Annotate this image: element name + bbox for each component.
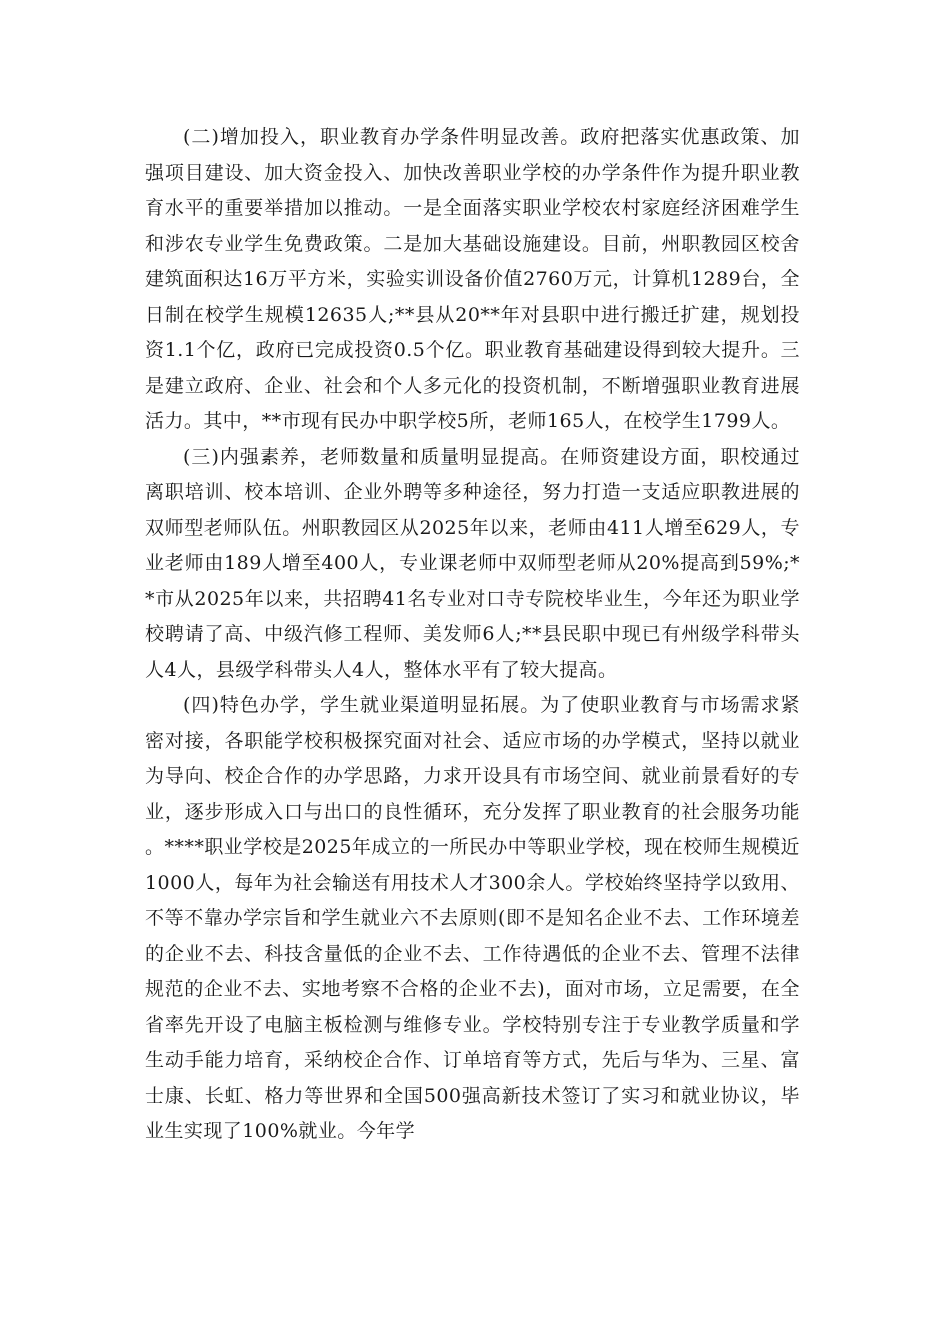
paragraph-investment: (二)增加投入，职业教育办学条件明显改善。政府把落实优惠政策、加强项目建设、加大资金投入、加快改善职业学校的办学条件作为提升职业教育水平的重要举措加以推动。一是全面落实职业学校农村家庭经济困难学生和涉农专业学生免费政策。二是加大基础设施建设。目前，州职教园区校舍建筑面积达16万平方米，实验实训设备价值2760万元，计算机1289台，全日制在校学生规模12635人;**县从20**年对县职中进行搬迁扩建，规划投资1.1个亿，政府已完成投资0.5个亿。职业教育基础建设得到较大提升。三是建立政府、企业、社会和个人多元化的投资机制，不断增强职业教育进展活力。其中，**市现有民办中职学校5所，老师165人，在校学生1799人。 bbox=[145, 126, 800, 432]
document-body bbox=[145, 120, 800, 1150]
paragraph-teachers: (三)内强素养，老师数量和质量明显提高。在师资建设方面，职校通过离职培训、校本培训、企业外聘等多种途径，努力打造一支适应职教进展的双师型老师队伍。州职教园区从2025年以来，老师由411人增至629人，专业老师由189人增至400人，专业课老师中双师型老师从20%提高到59%;**市从2025年以来，共招聘41名专业对口寺专院校毕业生，今年还为职业学校聘请了高、中级汽修工程师、美发师6人;**县民职中现已有州级学科带头人4人，县级学科带头人4人，整体水平有了较大提高。 bbox=[145, 445, 800, 681]
paragraph-employment: (四)特色办学，学生就业渠道明显拓展。为了使职业教育与市场需求紧密对接，各职能学校积极探究面对社会、适应市场的办学模式，坚持以就业为导向、校企合作的办学思路，力求开设具有市场空间、就业前景看好的专业，逐步形成入口与出口的良性循环，充分发挥了职业教育的社会服务功能。****职业学校是2025年成立的一所民办中等职业学校，现在校师生规模近1000人，每年为社会输送有用技术人才300余人。学校始终坚持学以致用、不等不靠办学宗旨和学生就业六不去原则(即不是知名企业不去、工作环境差的企业不去、科技含量低的企业不去、工作待遇低的企业不去、管理不法律规范的企业不去、实地考察不合格的企业不去)，面对市场，立足需要，在全省率先开设了电脑主板检测与维修专业。学校特别专注于专业教学质量和学生动手能力培育，采纳校企合作、订单培育等方式，先后与华为、三星、富士康、长虹、格力等世界和全国500强高新技术签订了实习和就业协议，毕业生实现了100%就业。今年学 bbox=[145, 694, 800, 1142]
